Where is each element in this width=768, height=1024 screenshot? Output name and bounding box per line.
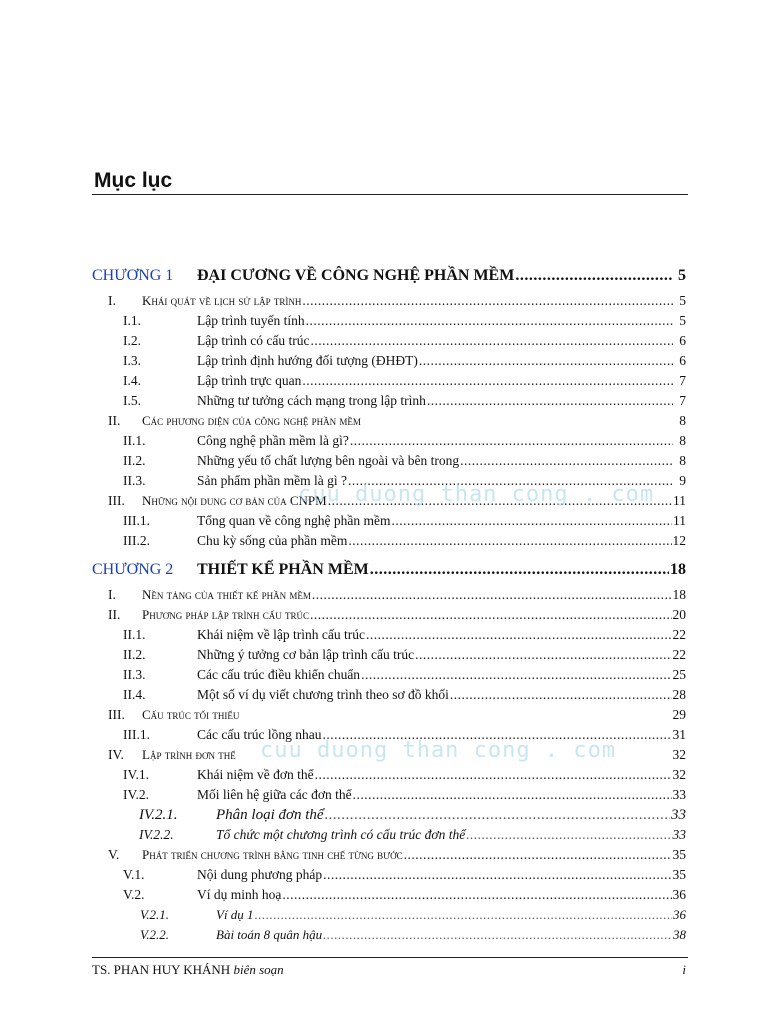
toc-entry-number: IV.2. bbox=[123, 787, 150, 802]
footer-role: biên soạn bbox=[233, 962, 284, 977]
toc-entry-page: 5 bbox=[679, 313, 686, 328]
toc-entry[interactable] bbox=[92, 765, 686, 785]
toc-entry-page: 35 bbox=[672, 847, 686, 862]
toc-entry-title: Mối liên hệ giữa các đơn thể bbox=[197, 787, 352, 802]
toc-entry-title: Sản phẩm phần mềm là gì ? bbox=[197, 473, 347, 488]
toc-leader-dots bbox=[315, 765, 672, 785]
toc-entry-title: Lập trình định hướng đối tượng (ĐHĐT) bbox=[197, 353, 418, 368]
toc-entry-page: 36 bbox=[673, 907, 686, 922]
toc-entry-number: I.4. bbox=[123, 373, 141, 388]
toc-entry-title: Nền tảng của thiết kế phần mềm bbox=[142, 587, 311, 602]
toc-leader-dots bbox=[302, 371, 673, 391]
toc-entry-number: V. bbox=[108, 847, 120, 862]
toc-entry-number: I. bbox=[108, 293, 116, 308]
toc-entry-title: Khái niệm về lập trình cấu trúc bbox=[197, 627, 365, 642]
toc-entry-title: Bài toán 8 quân hậu bbox=[216, 927, 323, 942]
footer-page-number: i bbox=[682, 962, 686, 977]
toc-entry[interactable] bbox=[92, 585, 686, 605]
toc-entry-number: V.1. bbox=[123, 867, 145, 882]
heading-divider bbox=[92, 194, 688, 195]
toc-entry-number: I.2. bbox=[123, 333, 141, 348]
toc-chapter-entry[interactable] bbox=[92, 555, 686, 585]
toc-entry-title: Lập trình có cấu trúc bbox=[197, 333, 310, 348]
toc-leader-dots bbox=[310, 605, 672, 625]
toc-entry[interactable] bbox=[92, 625, 686, 645]
toc-entry[interactable] bbox=[92, 451, 686, 471]
toc-entry-title: Khái quát về lịch sử lập trình bbox=[142, 293, 302, 308]
toc-entry-page: 25 bbox=[672, 667, 686, 682]
toc-entry-title: Lập trình đơn thể bbox=[142, 747, 236, 762]
toc-entry-number: I.1. bbox=[123, 313, 141, 328]
table-of-contents bbox=[92, 261, 686, 945]
toc-entry-number: II.2. bbox=[123, 453, 146, 468]
toc-entry-page: 29 bbox=[672, 707, 686, 722]
toc-entry-page: 11 bbox=[673, 513, 686, 528]
toc-entry-title: Những ý tưởng cơ bản lập trình cấu trúc bbox=[197, 647, 415, 662]
toc-entry-page: 33 bbox=[672, 827, 686, 842]
footer-credit bbox=[92, 962, 284, 978]
toc-entry-number: I.5. bbox=[123, 393, 141, 408]
toc-entry-page: 18 bbox=[670, 561, 686, 578]
toc-entry-page: 7 bbox=[679, 373, 686, 388]
page-title: Mục lục bbox=[94, 169, 173, 192]
toc-leader-dots bbox=[466, 825, 671, 845]
toc-entry[interactable] bbox=[92, 885, 686, 905]
toc-entry-number: V.2.2. bbox=[140, 927, 170, 942]
toc-entry-title: Tổ chức một chương trình có cấu trúc đơn thể bbox=[216, 827, 466, 842]
toc-leader-dots bbox=[306, 311, 673, 331]
toc-entry-number: II.2. bbox=[123, 647, 146, 662]
toc-entry-page: 35 bbox=[672, 867, 686, 882]
toc-entry-number: II.3. bbox=[123, 667, 146, 682]
toc-entry-title: THIẾT KẾ PHẦN MỀM bbox=[197, 561, 369, 578]
toc-entry-page: 12 bbox=[672, 533, 686, 548]
toc-leader-dots bbox=[310, 331, 673, 351]
toc-leader-dots bbox=[302, 291, 673, 311]
heading-block bbox=[92, 168, 688, 195]
toc-entry[interactable] bbox=[92, 605, 686, 625]
toc-entry-number: V.2.1. bbox=[140, 907, 170, 922]
toc-entry-page: 32 bbox=[672, 767, 686, 782]
toc-entry-title: ĐẠI CƯƠNG VỀ CÔNG NGHỆ PHẦN MỀM bbox=[197, 267, 515, 284]
toc-entry-title: Tổng quan về công nghệ phần mềm bbox=[197, 513, 391, 528]
toc-entry-page: 8 bbox=[679, 453, 686, 468]
toc-leader-dots bbox=[312, 585, 672, 605]
toc-entry[interactable] bbox=[92, 531, 686, 551]
toc-entry[interactable] bbox=[92, 665, 686, 685]
footer-author: TS. PHAN HUY KHÁNH bbox=[92, 962, 231, 977]
toc-entry-page: 8 bbox=[679, 433, 686, 448]
toc-entry-page: 32 bbox=[672, 747, 686, 762]
toc-entry[interactable] bbox=[92, 391, 686, 411]
toc-entry-page: 33 bbox=[672, 787, 686, 802]
toc-entry-number: II.1. bbox=[123, 627, 146, 642]
toc-entry[interactable] bbox=[92, 311, 686, 331]
toc-entry[interactable] bbox=[92, 645, 686, 665]
toc-entry-number: I.3. bbox=[123, 353, 141, 368]
toc-entry-title: Lập trình tuyến tính bbox=[197, 313, 305, 328]
toc-entry-title: Phát triển chương trình bằng tinh chế từng bước bbox=[142, 847, 403, 862]
toc-entry-number: II.1. bbox=[123, 433, 146, 448]
toc-entry[interactable] bbox=[92, 431, 686, 451]
toc-entry-number: I. bbox=[108, 587, 116, 602]
toc-entry-page: 33 bbox=[671, 807, 686, 823]
toc-entry-page: 8 bbox=[679, 413, 686, 428]
toc-leader-dots bbox=[415, 645, 671, 665]
toc-entry[interactable] bbox=[92, 685, 686, 705]
toc-entry-page: 11 bbox=[673, 493, 686, 508]
toc-entry-page: 28 bbox=[672, 687, 686, 702]
toc-entry[interactable] bbox=[92, 905, 686, 925]
toc-entry-title: Khái niệm về đơn thể bbox=[197, 767, 314, 782]
footer-divider bbox=[92, 957, 688, 958]
toc-entry-title: Những tư tưởng cách mạng trong lập trình bbox=[197, 393, 426, 408]
toc-entry-title: Chu kỳ sống của phần mềm bbox=[197, 533, 348, 548]
toc-leader-dots bbox=[515, 261, 673, 291]
toc-entry-title: Phương pháp lập trình cấu trúc bbox=[142, 607, 309, 622]
toc-entry-title: Những nội dung cơ bản của CNPM bbox=[142, 493, 327, 508]
toc-entry[interactable] bbox=[92, 705, 686, 725]
toc-entry[interactable] bbox=[92, 511, 686, 531]
toc-entry-page: 38 bbox=[673, 927, 686, 942]
toc-leader-dots bbox=[348, 531, 671, 551]
toc-entry-page: 6 bbox=[679, 333, 686, 348]
toc-entry-title: Lập trình trực quan bbox=[197, 373, 302, 388]
toc-leader-dots bbox=[427, 391, 673, 411]
toc-entry-page: 6 bbox=[679, 353, 686, 368]
toc-entry[interactable] bbox=[92, 825, 686, 845]
page-footer bbox=[92, 962, 686, 978]
toc-entry[interactable] bbox=[92, 865, 686, 885]
toc-entry-number: III. bbox=[108, 707, 125, 722]
toc-entry-page: 20 bbox=[672, 607, 686, 622]
toc-leader-dots bbox=[325, 805, 670, 825]
toc-entry-number: IV.2.2. bbox=[139, 827, 174, 842]
toc-entry[interactable] bbox=[92, 291, 686, 311]
toc-entry-number: III. bbox=[108, 493, 125, 508]
toc-entry-number: II.4. bbox=[123, 687, 146, 702]
toc-entry-title: Các phương diện của công nghệ phần mềm bbox=[142, 413, 361, 428]
toc-entry-page: 22 bbox=[672, 647, 686, 662]
toc-entry-number: II.3. bbox=[123, 473, 146, 488]
toc-entry-number: IV.1. bbox=[123, 767, 150, 782]
toc-entry-number: III.1. bbox=[123, 513, 150, 528]
toc-entry-title: Nội dung phương pháp bbox=[197, 867, 323, 882]
toc-leader-dots bbox=[419, 351, 673, 371]
toc-entry-number: III.2. bbox=[123, 533, 150, 548]
toc-leader-dots bbox=[404, 845, 672, 865]
toc-entry-title: Những yếu tố chất lượng bên ngoài và bên trong bbox=[197, 453, 460, 468]
toc-entry-page: 18 bbox=[672, 587, 686, 602]
toc-entry-number: II. bbox=[108, 413, 121, 428]
toc-entry[interactable] bbox=[92, 845, 686, 865]
toc-entry-number: CHƯƠNG 2 bbox=[92, 561, 174, 578]
toc-entry-page: 5 bbox=[679, 293, 686, 308]
toc-entry-title: Ví dụ 1 bbox=[216, 907, 254, 922]
toc-entry[interactable] bbox=[92, 411, 686, 431]
toc-leader-dots bbox=[255, 905, 672, 925]
toc-entry-number: V.2. bbox=[123, 887, 145, 902]
toc-entry-title: Một số ví dụ viết chương trình theo sơ đồ khối bbox=[197, 687, 449, 702]
toc-leader-dots bbox=[323, 865, 671, 885]
toc-entry-title: Các cấu trúc lồng nhau bbox=[197, 727, 322, 742]
toc-entry-number: IV. bbox=[108, 747, 124, 762]
toc-entry-title: Cấu trúc tối thiểu bbox=[142, 707, 240, 722]
toc-entry[interactable] bbox=[92, 331, 686, 351]
toc-leader-dots bbox=[366, 625, 672, 645]
toc-leader-dots bbox=[282, 885, 671, 905]
watermark-top: cuu duong than cong . com bbox=[298, 482, 655, 507]
toc-entry-title: Ví dụ minh hoạ bbox=[197, 887, 282, 902]
toc-leader-dots bbox=[323, 925, 672, 945]
toc-entry[interactable] bbox=[92, 925, 686, 945]
toc-entry-number: II. bbox=[108, 607, 121, 622]
toc-leader-dots bbox=[391, 511, 672, 531]
toc-entry[interactable] bbox=[92, 351, 686, 371]
toc-leader-dots bbox=[450, 685, 672, 705]
watermark-bottom: cuu duong than cong . com bbox=[260, 738, 617, 763]
toc-entry-title: Phân loại đơn thể bbox=[216, 807, 324, 823]
toc-entry-page: 9 bbox=[679, 473, 686, 488]
toc-entry-number: CHƯƠNG 1 bbox=[92, 267, 174, 284]
toc-entry-page: 5 bbox=[678, 267, 686, 284]
toc-leader-dots bbox=[460, 451, 673, 471]
toc-entry-number: III.1. bbox=[123, 727, 150, 742]
toc-leader-dots bbox=[350, 431, 673, 451]
toc-entry[interactable] bbox=[92, 785, 686, 805]
toc-leader-dots bbox=[370, 555, 669, 585]
toc-entry[interactable] bbox=[92, 371, 686, 391]
toc-entry-page: 22 bbox=[672, 627, 686, 642]
toc-entry-page: 31 bbox=[672, 727, 686, 742]
toc-entry-number: IV.2.1. bbox=[139, 807, 178, 823]
toc-leader-dots bbox=[361, 665, 671, 685]
toc-entry-title: Các cấu trúc điều khiển chuẩn bbox=[197, 667, 361, 682]
toc-entry-page: 36 bbox=[672, 887, 686, 902]
toc-leader-dots bbox=[353, 785, 672, 805]
toc-entry-title: Công nghệ phần mềm là gì? bbox=[197, 433, 349, 448]
toc-entry[interactable] bbox=[92, 805, 686, 825]
toc-entry-page: 7 bbox=[679, 393, 686, 408]
toc-chapter-entry[interactable] bbox=[92, 261, 686, 291]
